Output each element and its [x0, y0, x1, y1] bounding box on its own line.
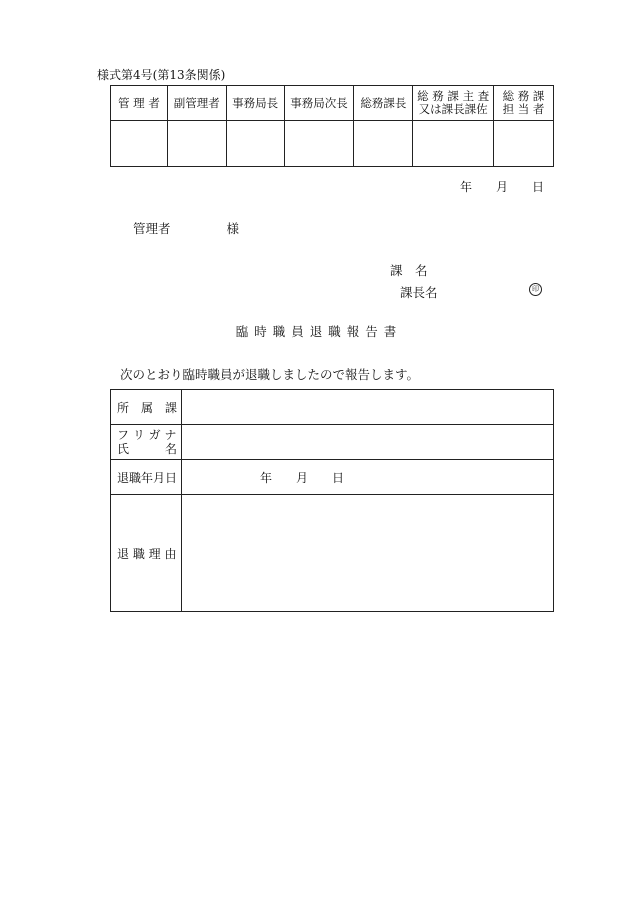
approval-header-general-affairs-staff: 総 務 課 担 当 者	[494, 86, 554, 121]
document-title: 臨時職員退職報告書	[235, 324, 403, 339]
name-label-cell	[111, 425, 182, 460]
retire-date-month: 月	[296, 470, 309, 485]
seal-cell-general-affairs-supervisor[interactable]	[413, 121, 494, 167]
addressee-honorific: 様	[226, 221, 240, 236]
furigana-label: フ リ ガ ナ	[117, 428, 177, 442]
approval-header-row	[111, 86, 554, 121]
seal-mark: 印	[529, 283, 542, 296]
retire-date-row	[111, 460, 554, 495]
retire-date-year: 年	[260, 470, 273, 485]
name-field[interactable]	[182, 425, 554, 460]
reason-field[interactable]	[182, 495, 554, 612]
approval-header-secretary-general: 事務局長	[226, 86, 284, 121]
approval-header-manager: 管 理 者	[111, 86, 168, 121]
seal-cell-general-affairs-staff[interactable]	[494, 121, 554, 167]
affiliation-label: 所 属 課	[111, 390, 182, 425]
name-label: 氏 名	[117, 442, 178, 456]
seal-cell-deputy-secretary-general[interactable]	[284, 121, 354, 167]
form-number: 様式第4号(第13条関係)	[97, 68, 226, 82]
name-row	[111, 425, 554, 460]
reason-row	[111, 495, 554, 612]
retire-date-label: 退職年月日	[111, 460, 182, 495]
approval-header-deputy-secretary-general: 事務局次長	[284, 86, 354, 121]
affiliation-row	[111, 390, 554, 425]
report-date-year: 年	[460, 180, 473, 194]
retire-date-day: 日	[332, 470, 345, 485]
approval-header-deputy-manager: 副管理者	[167, 86, 226, 121]
approval-stamp-table	[110, 85, 554, 167]
section-chief-label: 課長名	[400, 285, 438, 300]
report-date-day: 日	[532, 180, 545, 194]
report-date	[460, 178, 544, 195]
approval-seal-row	[111, 121, 554, 167]
affiliation-field[interactable]	[182, 390, 554, 425]
section-name-label: 課 名	[390, 263, 428, 278]
intro-text: 次のとおり臨時職員が退職しましたので報告します。	[120, 367, 420, 382]
approval-header-general-affairs-supervisor: 総 務 課 主 査 又は課長課佐	[413, 86, 494, 121]
report-table	[110, 389, 554, 612]
report-date-month: 月	[496, 180, 509, 194]
seal-cell-secretary-general[interactable]	[226, 121, 284, 167]
seal-cell-deputy-manager[interactable]	[167, 121, 226, 167]
seal-cell-general-affairs-chief[interactable]	[354, 121, 413, 167]
retire-date-field[interactable]	[182, 460, 554, 495]
approval-header-general-affairs-chief: 総務課長	[354, 86, 413, 121]
addressee-label: 管理者	[133, 221, 171, 236]
addressee	[133, 219, 239, 237]
seal-cell-manager[interactable]	[111, 121, 168, 167]
reason-label: 退 職 理 由	[111, 495, 182, 612]
